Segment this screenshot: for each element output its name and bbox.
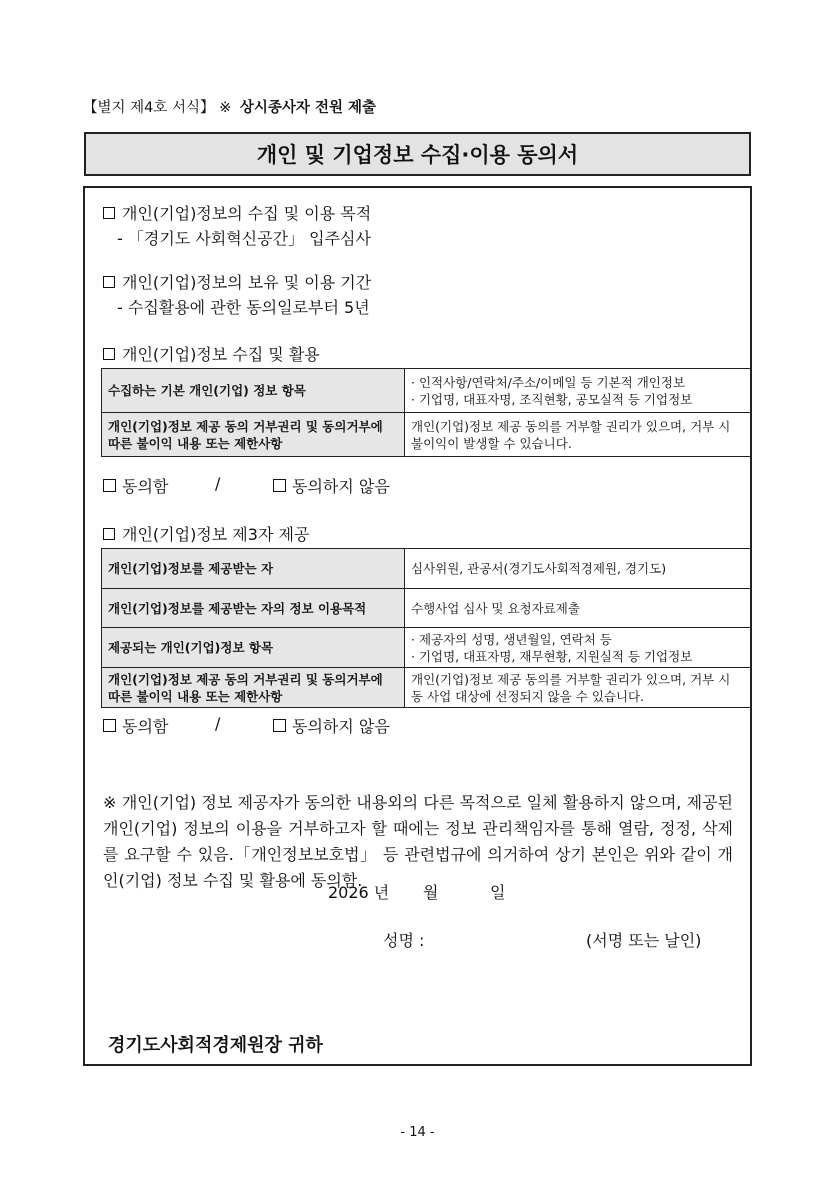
page-number: - 14 - xyxy=(400,1125,435,1140)
third-party-table xyxy=(101,548,752,708)
row-label: 개인(기업)정보 제공 동의 거부권리 및 동의거부에 따른 불이익 내용 또는 제한사항 xyxy=(102,413,405,457)
checkbox-icon[interactable] xyxy=(103,479,116,492)
row-value: 수행사업 심사 및 요청자료제출 xyxy=(405,589,752,628)
row-value: 개인(기업)정보 제공 동의를 거부할 권리가 있으며, 거부 시 불이익이 발생할 수 있습니다. xyxy=(405,413,752,457)
checkbox-icon[interactable] xyxy=(273,479,286,492)
checkbox-icon[interactable] xyxy=(273,719,286,732)
row-value: 심사위원, 관공서(경기도사회적경제원, 경기도) xyxy=(405,549,752,589)
addressee: 경기도사회적경제원장 귀하 xyxy=(108,1035,323,1056)
collection-consent xyxy=(103,474,168,497)
purpose-detail: - 「경기도 사회혁신공간」 입주심사 xyxy=(117,229,371,248)
third-party-consent xyxy=(103,714,168,737)
table-row xyxy=(102,628,752,668)
row-value: · 제공자의 성명, 생년월일, 연락처 등 · 기업명, 대표자명, 재무현황, 지원실적 등 기업정보 xyxy=(405,628,752,668)
note-mark: ※ xyxy=(219,100,232,116)
purpose-heading: 개인(기업)정보의 수집 및 이용 목적 xyxy=(103,201,371,224)
square-bullet-icon xyxy=(103,348,115,360)
checkbox-icon[interactable] xyxy=(103,719,116,732)
row-label: 개인(기업)정보를 제공받는 자의 정보 이용목적 xyxy=(102,589,405,628)
square-bullet-icon xyxy=(103,528,115,540)
privacy-notice: ※ 개인(기업) 정보 제공자가 동의한 내용외의 다른 목적으로 일체 활용하지 않으며, 제공된 개인(기업) 정보의 이용을 거부하고자 할 때에는 정보 관리책임자를 통해 열람, 정정, 삭제를 요구할 수 있음.「개인정보보호법」 등 관련법규에 의거하여 상기 본인은 위와 같이 개인(기업) 정보 수집 및 활용에 동의함. xyxy=(103,793,733,890)
table-row xyxy=(102,549,752,589)
row-value: · 인적사항/연락처/주소/이메일 등 기본적 개인정보 · 기업명, 대표자명, 조직현황, 공모실적 등 기업정보 xyxy=(405,369,752,413)
agree-option[interactable]: 동의함 xyxy=(103,717,168,736)
table-row xyxy=(102,589,752,628)
signature-hint: (서명 또는 날인) xyxy=(586,931,702,950)
date-day: 일 xyxy=(490,883,506,902)
square-bullet-icon xyxy=(103,207,115,219)
form-label: 【별지 제4호 서식】 xyxy=(83,100,215,116)
row-label: 개인(기업)정보를 제공받는 자 xyxy=(102,549,405,589)
row-label: 제공되는 개인(기업)정보 항목 xyxy=(102,628,405,668)
retention-detail: - 수집활용에 관한 동의일로부터 5년 xyxy=(117,298,370,317)
table-row xyxy=(102,413,752,457)
consent-separator: / xyxy=(215,714,221,733)
row-label: 개인(기업)정보 제공 동의 거부권리 및 동의거부에 따른 불이익 내용 또는 제한사항 xyxy=(102,668,405,708)
submission-note: 상시종사자 전원 제출 xyxy=(239,100,377,116)
third-party-heading: 개인(기업)정보 제3자 제공 xyxy=(103,522,309,545)
agree-option[interactable]: 동의함 xyxy=(103,477,168,496)
disagree-option[interactable]: 동의하지 않음 xyxy=(273,714,390,737)
retention-heading: 개인(기업)정보의 보유 및 이용 기간 xyxy=(103,270,371,293)
row-label: 수집하는 기본 개인(기업) 정보 항목 xyxy=(102,369,405,413)
form-header xyxy=(83,96,376,117)
document-title: 개인 및 기업정보 수집·이용 동의서 xyxy=(84,132,751,176)
date-year: 2026 년 xyxy=(328,883,390,902)
table-row xyxy=(102,668,752,708)
collection-table xyxy=(101,368,752,457)
collection-heading: 개인(기업)정보 수집 및 활용 xyxy=(103,342,320,365)
date-month: 월 xyxy=(423,883,439,902)
consent-separator: / xyxy=(215,474,221,493)
signature-label: 성명 : xyxy=(383,931,425,950)
row-value: 개인(기업)정보 제공 동의를 거부할 권리가 있으며, 거부 시 동 사업 대상에 선정되지 않을 수 있습니다. xyxy=(405,668,752,708)
square-bullet-icon xyxy=(103,276,115,288)
table-row xyxy=(102,369,752,413)
disagree-option[interactable]: 동의하지 않음 xyxy=(273,474,390,497)
